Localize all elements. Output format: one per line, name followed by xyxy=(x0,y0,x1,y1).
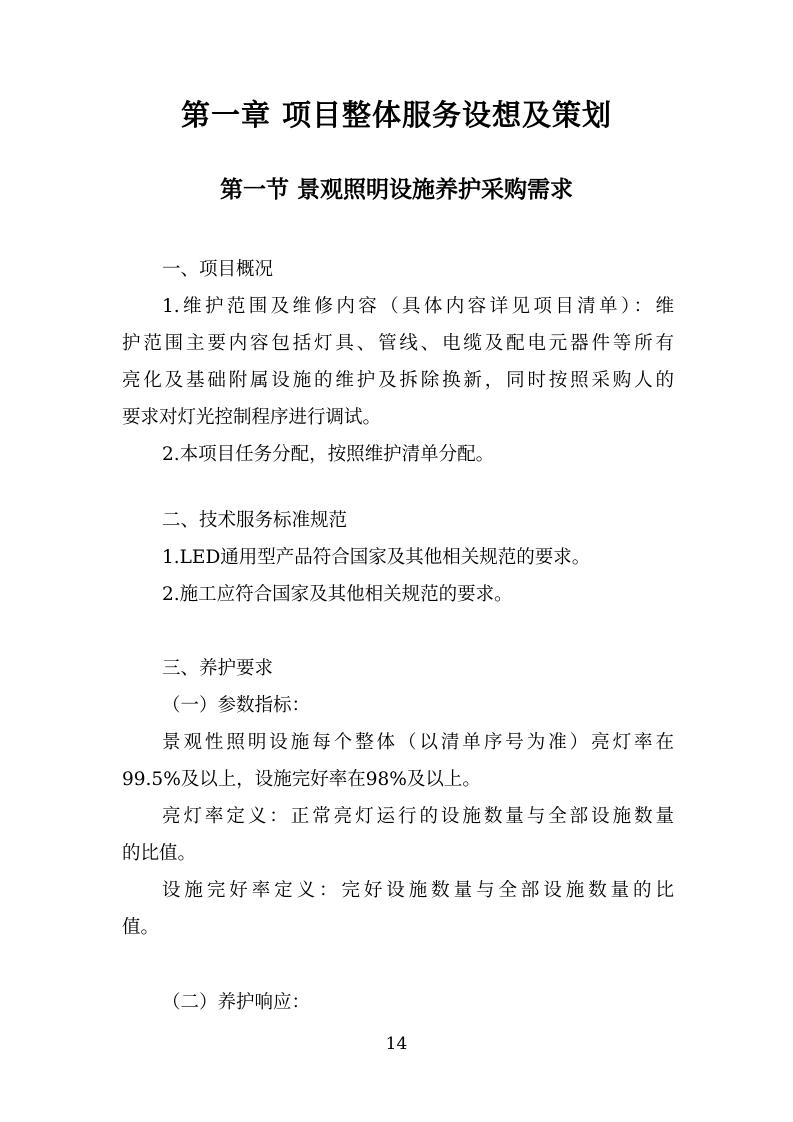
paragraph-line: 护范围主要内容包括灯具、管线、电缆及配电元器件等所有 xyxy=(122,333,674,354)
heading-maintenance-requirements: 三、养护要求 xyxy=(162,658,274,679)
page-number: 14 xyxy=(385,1034,408,1054)
paragraph-line: 亮灯率定义：正常亮灯运行的设施数量与全部设施数量 xyxy=(162,806,674,827)
paragraph-line: 景观性照明设施每个整体（以清单序号为准）亮灯率在 xyxy=(162,732,674,753)
maintenance-response-block xyxy=(122,984,674,1021)
paragraph-line: 99.5%及以上，设施完好率在98%及以上。 xyxy=(122,769,481,790)
paragraph-line: 值。 xyxy=(122,917,160,938)
subheading-maintenance-response: （二）养护响应： xyxy=(162,992,311,1013)
project-overview-block xyxy=(122,251,674,473)
paragraph-line: 2.施工应符合国家及其他相关规范的要求。 xyxy=(162,584,513,605)
paragraph-line: 1.LED通用型产品符合国家及其他相关规范的要求。 xyxy=(162,547,591,568)
paragraph-line: 亮化及基础附属设施的维护及拆除换新，同时按照采购人的 xyxy=(122,370,674,391)
technical-standards-block xyxy=(122,502,674,613)
paragraph-line: 设施完好率定义：完好设施数量与全部设施数量的比 xyxy=(162,880,674,901)
heading-technical-standards: 二、技术服务标准规范 xyxy=(162,510,348,531)
paragraph-line: 要求对灯光控制程序进行调试。 xyxy=(122,407,382,428)
chapter-title: 第一章 项目整体服务设想及策划 xyxy=(180,98,613,132)
paragraph-line: 1.维护范围及维修内容（具体内容详见项目清单）：维 xyxy=(162,296,674,317)
section-title: 第一节 景观照明设施养护采购需求 xyxy=(219,176,573,203)
heading-project-overview: 一、项目概况 xyxy=(162,259,274,280)
subheading-parameters: （一）参数指标： xyxy=(162,695,311,716)
maintenance-requirements-block xyxy=(122,650,674,946)
paragraph-line: 2.本项目任务分配，按照维护清单分配。 xyxy=(162,444,495,465)
paragraph-line: 的比值。 xyxy=(122,843,197,864)
